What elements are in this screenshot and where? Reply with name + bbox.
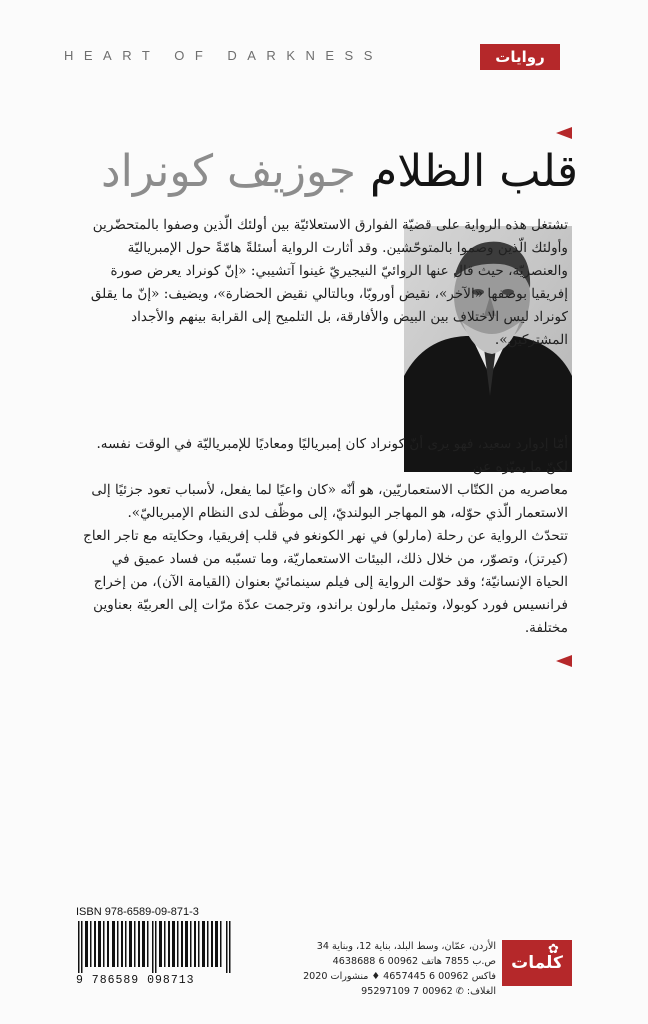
paragraph-1: تشتغل هذه الرواية على قضيّة الفوارق الاستعلائيّة بين أولئك الّذين وصفوا بالمتحضّرين وأولئك الّذين وصموا بالمتوحّشين. وقد أثارت الرواية أسئلةً هامّةً حول الإمبرياليّة والعنصريّة، حيث قال عنها الروائيّ النيجيريّ غينوا آتشيبي: «إنّ كونراد يعرض صورة إفريقيا بوصفها «الآخر»، نقيض أوروبّا، وبالتالي نقيض الحضارة»، ويضيف: «إنّ ما يقلق كونراد ليس الاختلاف بين البيض والأفارقة، بل التلميح إلى القرابة بينهم والأجداد المشتركين».: [90, 217, 568, 348]
book-title: [101, 140, 578, 204]
publisher-pobox: ص.ب 7855 هاتف 00962 6 4638688: [332, 956, 496, 967]
isbn-block: [76, 906, 276, 987]
publisher-address: الأردن، عمّان، وسط البلد، بناية 12، وبناية 34: [316, 941, 496, 952]
english-title: HEART OF DARKNESS: [64, 48, 383, 63]
publisher-logo: كلمات: [502, 940, 572, 986]
paragraph-2: أمّا إدوارد سعيد، فهو يرى أنّ كونراد كان إمبرياليًا ومعاديًا للإمبرياليّة في الوقت نفسه. لكنّ ما يميّزه عن: [96, 436, 568, 475]
header-bar: [0, 44, 648, 72]
cover-credit: الغلاف: ✆ 00962 7 95297109: [361, 986, 496, 997]
triangle-marker-icon: [556, 655, 572, 667]
barcode-number: 9 786589 098713: [76, 974, 195, 987]
genre-label: روايات: [480, 44, 560, 70]
flower-icon: ✿: [548, 942, 559, 957]
triangle-marker-icon: [556, 127, 572, 139]
author-name: جوزيف كونراد: [101, 146, 356, 197]
isbn-text: ISBN 978-6589-09-871-3: [76, 906, 199, 918]
paragraph-4: تتحدّث الرواية عن رحلة (مارلو) في نهر الكونغو في قلب إفريقيا، وحكايته مع تاجر العاج (كيرتز)، وتصوّر، من خلال ذلك، البيئات الاستعماريّة، وما تسبّبه من فساد عميق في الحياة الإنسانيّة؛ وقد حوّلت الرواية إلى فيلم سينمائيّ بعنوان (القيامة الآن)، من إخراج فرانسيس فورد كوبولا، وتمثيل مارلون براندو، وترجمت عدّة مرّات إلى العربيّة بعناوين مختلفة.: [83, 528, 568, 636]
publisher-info: [286, 939, 496, 999]
book-name: قلب الظلام: [369, 146, 578, 197]
barcode-icon: [76, 921, 234, 973]
paragraph-3: معاصريه من الكتّاب الاستعماريّين، هو أنّه «كان واعيًا لما يفعل، لأسباب تعود جزئيًا إلى الاستعمار الّذي حوّله، هو المهاجر البولنديّ، إلى موظّف لدى النظام الإمبرياليّ».: [91, 482, 568, 521]
publisher-fax: فاكس 00962 6 4657445 ♦ منشورات 2020: [303, 971, 496, 982]
